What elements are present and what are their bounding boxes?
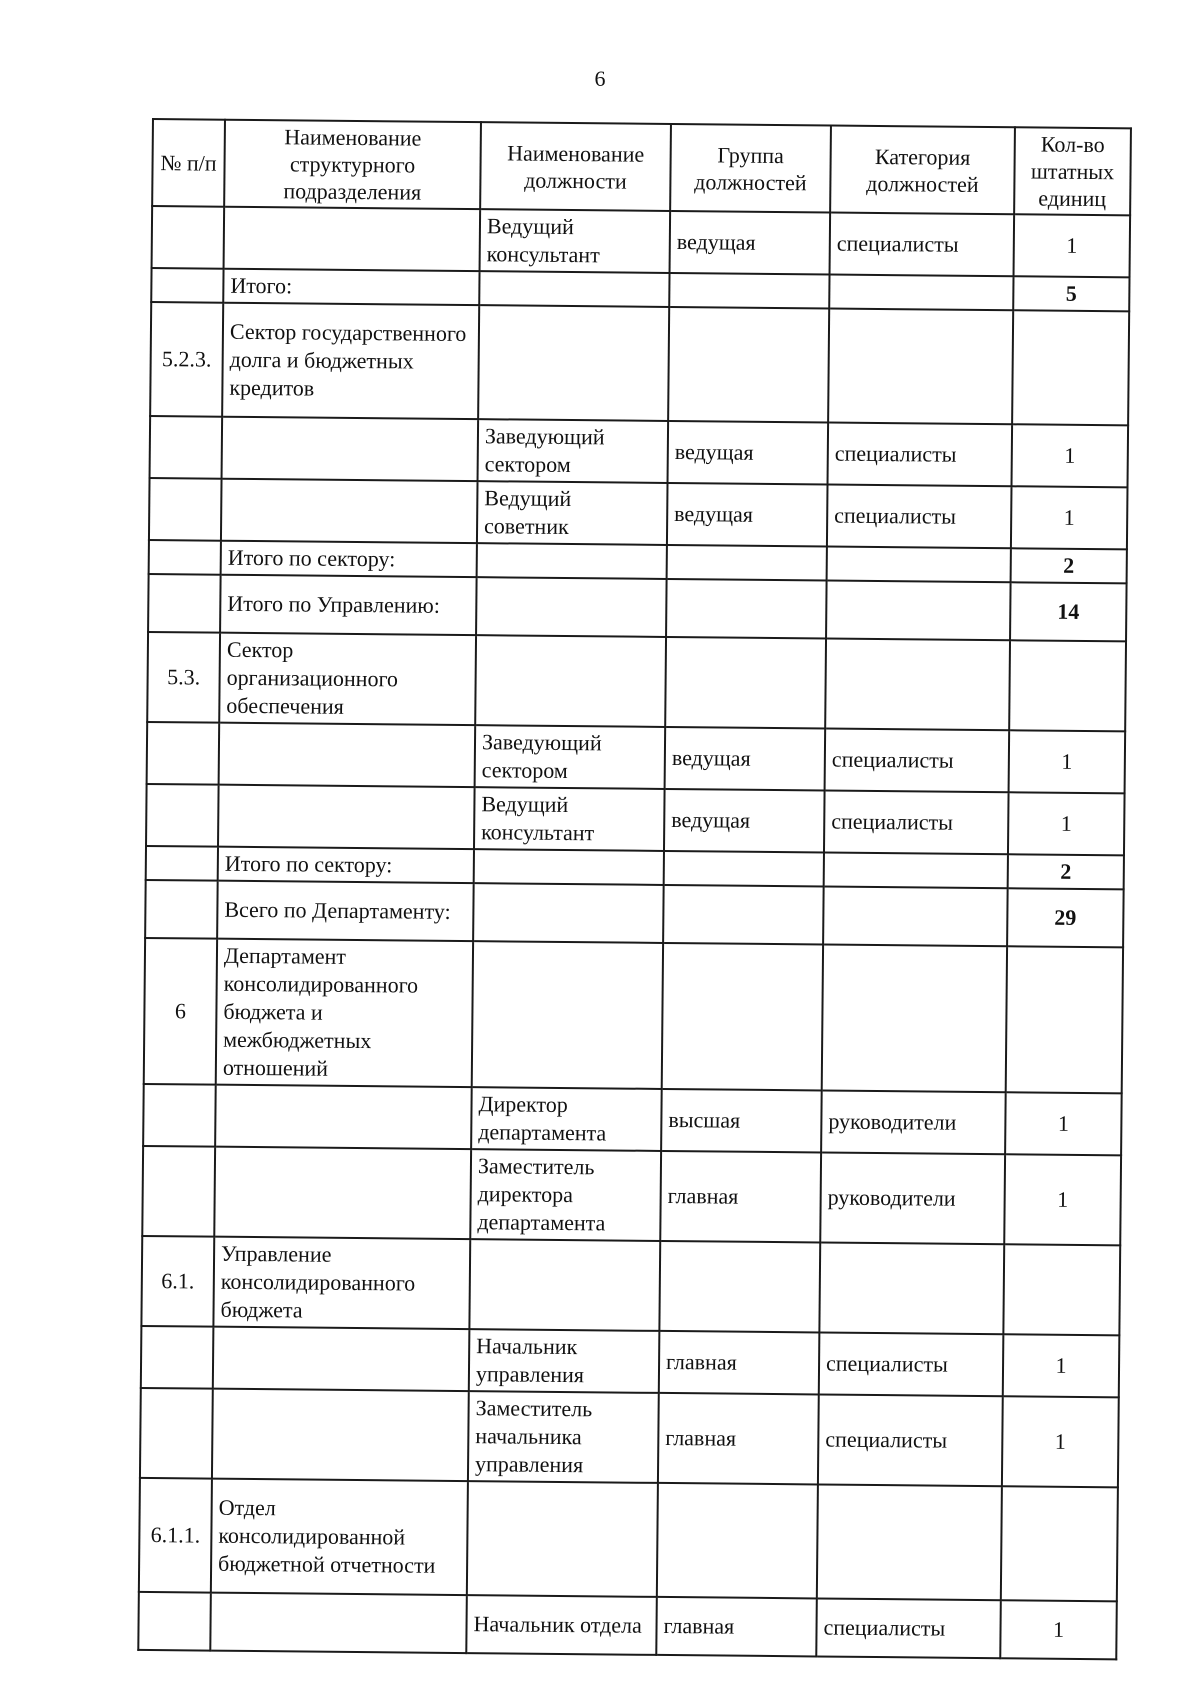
row-num: 6.1.1. [139, 1478, 212, 1593]
row-position: Директор департамента [471, 1087, 662, 1151]
table-row-unit [150, 302, 1129, 425]
row-count [1003, 1244, 1120, 1335]
row-group [662, 943, 823, 1091]
row-count [1001, 1486, 1118, 1601]
row-position [478, 305, 669, 421]
row-unit: Итого по сектору: [218, 847, 474, 883]
row-position: Ведущий советник [477, 481, 668, 545]
row-position: Заведующий сектором [478, 419, 669, 483]
row-position: Заместитель начальника управления [468, 1391, 659, 1483]
row-group [667, 545, 827, 581]
row-count [1009, 640, 1126, 731]
row-num: 5.3. [147, 632, 220, 723]
row-category [825, 638, 1010, 730]
row-group [659, 1241, 820, 1333]
row-num [141, 1326, 214, 1389]
row-category: специалисты [819, 1332, 1004, 1396]
row-category: руководители [821, 1090, 1006, 1154]
row-unit [212, 1389, 469, 1481]
row-group [664, 851, 824, 887]
row-group [668, 307, 829, 423]
row-unit: Департамент консолидированного бюджета и межбюджетных отношений [216, 939, 473, 1087]
row-group: ведущая [668, 421, 829, 485]
row-count: 5 [1013, 276, 1129, 311]
table-row [143, 1084, 1122, 1155]
row-count: 2 [1011, 548, 1127, 583]
row-position [473, 883, 664, 943]
row-unit: Отдел консолидированной бюджетной отчетности [211, 1479, 468, 1595]
row-category: специалисты [827, 485, 1012, 549]
row-unit: Итого: [223, 269, 479, 305]
row-category [822, 944, 1007, 1092]
table-row [140, 1388, 1119, 1487]
staff-table [137, 118, 1132, 1660]
row-group: ведущая [670, 211, 831, 275]
table-row [150, 416, 1129, 487]
row-count: 1 [1003, 1334, 1120, 1397]
table-header-row [152, 119, 1131, 215]
row-group: главная [658, 1393, 819, 1485]
row-category [828, 309, 1013, 425]
row-group [669, 273, 829, 309]
row-position [476, 577, 667, 637]
row-position: Начальник отдела [466, 1595, 657, 1655]
row-group: главная [660, 1151, 821, 1243]
row-num: 6 [144, 938, 217, 1085]
table-row [146, 784, 1125, 855]
row-position: Заместитель директора департамента [470, 1149, 661, 1241]
row-count: 1 [1011, 486, 1128, 549]
row-group: главная [659, 1331, 820, 1395]
table-row-total [148, 574, 1127, 641]
row-category [819, 1242, 1004, 1334]
row-unit [221, 479, 478, 543]
row-unit: Всего по Департаменту: [217, 881, 474, 941]
row-category: специалисты [816, 1598, 1001, 1658]
row-unit [214, 1147, 471, 1239]
row-group [666, 579, 827, 639]
table-row-grand-total [145, 880, 1124, 947]
row-count: 1 [1009, 730, 1126, 793]
row-count: 1 [1014, 214, 1131, 277]
row-position [469, 1239, 660, 1331]
row-category: специалисты [818, 1394, 1003, 1486]
row-category: руководители [820, 1152, 1005, 1244]
row-position [467, 1481, 658, 1597]
row-count: 1 [1012, 424, 1129, 487]
row-group [665, 637, 826, 729]
row-group [657, 1483, 818, 1599]
row-count: 1 [1000, 1600, 1117, 1659]
row-num [150, 416, 223, 479]
row-count: 1 [1002, 1396, 1119, 1487]
row-category: специалисты [824, 790, 1009, 854]
row-position [472, 941, 663, 1089]
row-num [138, 1592, 211, 1651]
row-group: ведущая [664, 789, 825, 853]
row-category [824, 852, 1008, 888]
row-position: Заведующий сектором [475, 725, 666, 789]
row-group: высшая [661, 1089, 822, 1153]
row-num [140, 1388, 213, 1479]
row-category [817, 1484, 1002, 1600]
row-count [1012, 310, 1129, 425]
row-category [827, 546, 1011, 582]
row-num: 6.1. [141, 1236, 214, 1327]
row-position [474, 849, 664, 885]
row-num [149, 478, 222, 541]
row-num [147, 722, 220, 785]
row-count [1006, 946, 1123, 1093]
row-num [146, 784, 219, 847]
row-category: специалисты [828, 423, 1013, 487]
row-unit: Итого по сектору: [221, 541, 477, 577]
table-row [142, 1146, 1121, 1245]
header-unit: Наименование структурного подразделения [224, 120, 481, 209]
row-group: главная [656, 1597, 817, 1657]
row-unit: Сектор государственного долга и бюджетных кредитов [222, 303, 479, 419]
table-row-unit [141, 1236, 1120, 1335]
row-num [143, 1084, 216, 1147]
row-num [152, 206, 225, 269]
row-category: специалисты [830, 213, 1015, 277]
row-num [148, 574, 221, 633]
row-unit: Управление консолидированного бюджета [213, 1237, 470, 1329]
row-num [149, 540, 221, 575]
table-row [138, 1592, 1117, 1659]
header-group: Группа должностей [670, 124, 831, 213]
header-count: Кол-во штатных единиц [1014, 127, 1131, 215]
row-position [477, 543, 667, 579]
table-row-unit [139, 1478, 1118, 1601]
header-category: Категория должностей [830, 126, 1015, 215]
table-row [141, 1326, 1120, 1397]
row-position [479, 271, 669, 307]
row-num [142, 1146, 215, 1237]
row-unit [219, 723, 476, 787]
row-num [145, 880, 218, 939]
row-unit [218, 785, 475, 849]
table-row-unit [147, 632, 1126, 731]
row-count: 2 [1008, 854, 1124, 889]
header-position: Наименование должности [480, 122, 671, 211]
row-unit: Сектор организационного обеспечения [219, 633, 476, 725]
row-unit: Итого по Управлению: [220, 575, 477, 635]
row-count: 1 [1005, 1092, 1122, 1155]
row-group: ведущая [665, 727, 826, 791]
row-position: Ведущий консультант [474, 787, 665, 851]
table-row [147, 722, 1126, 793]
row-category: специалисты [825, 728, 1010, 792]
page-number: 6 [594, 66, 606, 91]
row-count: 1 [1004, 1154, 1121, 1245]
row-group [663, 885, 824, 945]
row-count: 14 [1010, 582, 1127, 641]
row-position [475, 635, 666, 727]
row-unit [215, 1085, 472, 1149]
row-count: 1 [1008, 792, 1125, 855]
row-position: Ведущий консультант [480, 209, 671, 273]
row-unit [210, 1593, 467, 1653]
row-position: Начальник управления [469, 1329, 660, 1393]
row-category [829, 275, 1013, 311]
table-row [149, 478, 1128, 549]
row-unit [222, 417, 479, 481]
row-category [823, 886, 1008, 946]
row-count: 29 [1007, 888, 1124, 947]
row-group: ведущая [667, 483, 828, 547]
table-row [152, 206, 1131, 277]
row-num [151, 268, 223, 303]
header-num: № п/п [152, 119, 225, 207]
row-unit [213, 1327, 470, 1391]
table-row-unit [144, 938, 1123, 1093]
row-category [826, 580, 1011, 640]
row-num: 5.2.3. [150, 302, 223, 417]
row-unit [224, 207, 481, 271]
row-num [146, 846, 218, 881]
